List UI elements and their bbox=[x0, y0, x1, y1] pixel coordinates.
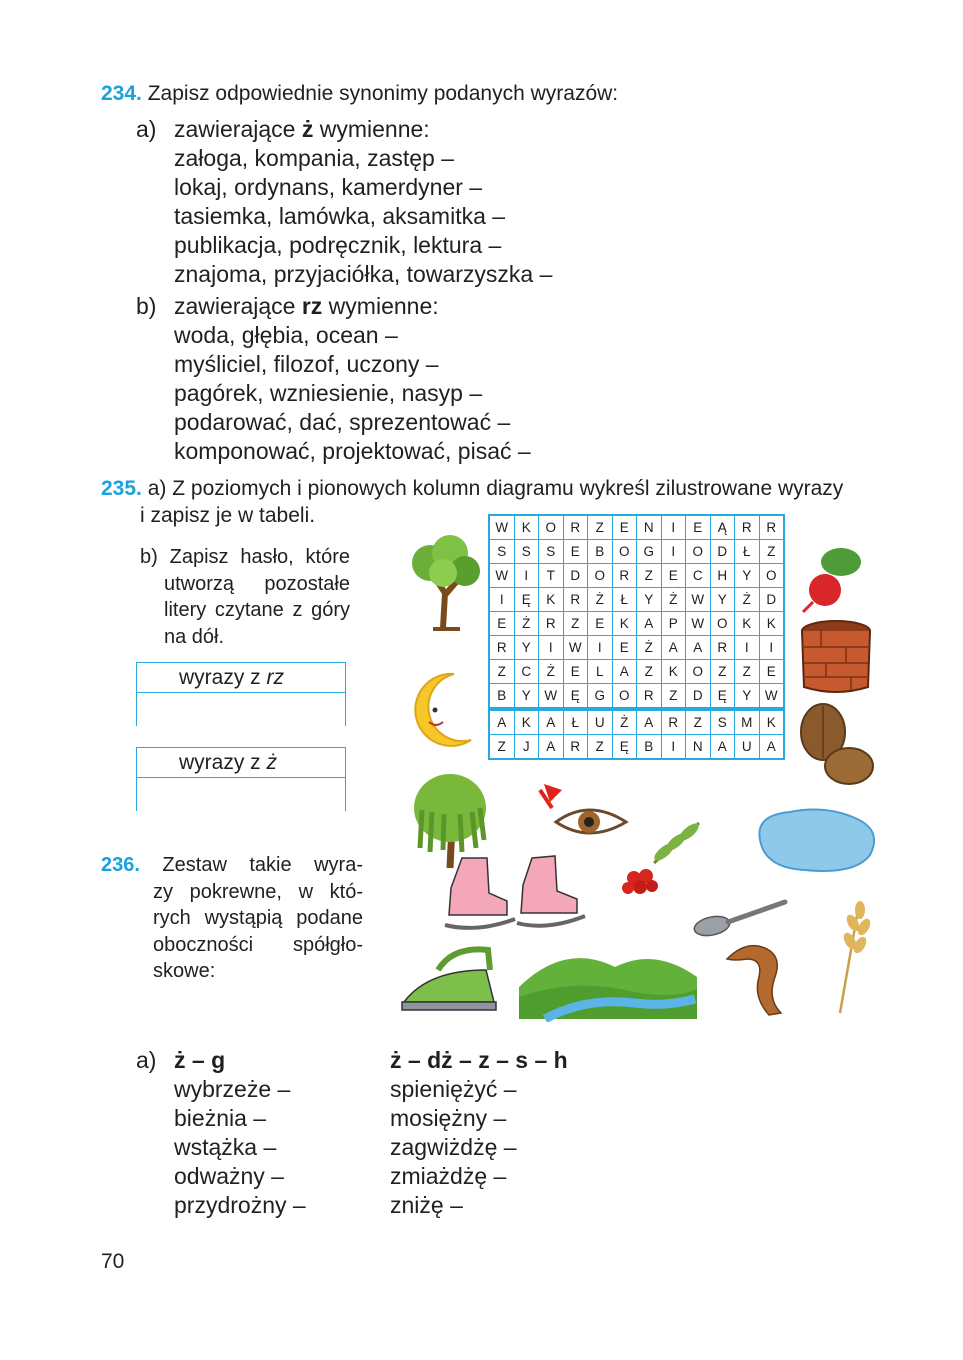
grid-cell[interactable]: A bbox=[539, 709, 564, 735]
list-item: bieżnia – bbox=[174, 1105, 267, 1131]
grid-cell[interactable]: Z bbox=[637, 660, 662, 684]
grid-cell[interactable]: N bbox=[637, 515, 662, 540]
rowan-icon bbox=[614, 818, 714, 898]
grid-cell[interactable]: A bbox=[686, 636, 711, 660]
grid-cell[interactable]: Ę bbox=[710, 684, 735, 710]
grid-cell[interactable]: O bbox=[588, 564, 613, 588]
ex234-a-block bbox=[174, 115, 552, 289]
grid-cell[interactable]: G bbox=[588, 684, 613, 710]
grid-cell[interactable]: Ż bbox=[735, 588, 760, 612]
ex234-b-marker: b) bbox=[136, 293, 157, 319]
skates-icon bbox=[437, 853, 592, 938]
grid-cell[interactable]: U bbox=[588, 709, 613, 735]
grid-cell[interactable]: A bbox=[637, 709, 662, 735]
list-item: woda, głębia, ocean – bbox=[174, 322, 398, 348]
grid-cell[interactable]: N bbox=[686, 735, 711, 760]
ex236-intro-line: rych wystąpią podane bbox=[153, 907, 363, 929]
list-item: komponować, projektować, pisać – bbox=[174, 438, 531, 464]
grid-cell[interactable]: Z bbox=[710, 660, 735, 684]
grid-cell[interactable]: E bbox=[563, 540, 588, 564]
grid-cell[interactable]: Ż bbox=[637, 636, 662, 660]
grid-cell[interactable]: W bbox=[686, 588, 711, 612]
ex235-b-line: litery czytane z góry bbox=[164, 599, 350, 621]
ex234-b-intro: zawierające rz wymienne: bbox=[174, 293, 439, 319]
grid-row bbox=[489, 588, 784, 612]
ex236-col1-header: ż – g bbox=[174, 1047, 226, 1073]
grid-row bbox=[489, 709, 784, 735]
grid-cell[interactable]: Ł bbox=[612, 588, 637, 612]
grid-cell[interactable]: W bbox=[489, 515, 514, 540]
grid-row bbox=[489, 612, 784, 636]
grid-cell[interactable]: Ż bbox=[612, 709, 637, 735]
grid-row bbox=[489, 564, 784, 588]
grid-cell[interactable]: K bbox=[759, 709, 784, 735]
ex236-intro-line: oboczności spółgło- bbox=[153, 933, 363, 956]
grid-cell[interactable]: E bbox=[612, 515, 637, 540]
grid-cell[interactable]: Ż bbox=[539, 660, 564, 684]
list-item: pagórek, wzniesienie, nasyp – bbox=[174, 380, 483, 406]
word-search-grid[interactable] bbox=[488, 514, 785, 760]
grid-cell[interactable]: O bbox=[710, 612, 735, 636]
grid-cell[interactable]: O bbox=[612, 684, 637, 710]
list-item: zniżę – bbox=[390, 1192, 463, 1218]
ex235-a-line2: i zapisz je w tabeli. bbox=[140, 504, 316, 527]
grid-cell[interactable]: Z bbox=[661, 684, 686, 710]
grid-cell[interactable]: A bbox=[661, 636, 686, 660]
grid-cell[interactable]: I bbox=[759, 636, 784, 660]
ex236-intro-line: zy pokrewne, w któ- bbox=[153, 880, 363, 903]
grid-cell[interactable]: S bbox=[710, 709, 735, 735]
grid-cell[interactable]: U bbox=[735, 735, 760, 760]
grid-cell[interactable]: I bbox=[735, 636, 760, 660]
grid-cell[interactable]: E bbox=[489, 612, 514, 636]
list-item: wstążka – bbox=[174, 1134, 277, 1160]
grid-cell[interactable]: A bbox=[637, 612, 662, 636]
grid-cell[interactable]: D bbox=[563, 564, 588, 588]
ex236-a-marker: a) bbox=[136, 1047, 157, 1073]
ex236-intro-line: 236. Zestaw takie wyra- bbox=[101, 854, 363, 876]
grid-cell[interactable]: A bbox=[489, 709, 514, 735]
wheat-icon bbox=[818, 895, 878, 1015]
grid-cell[interactable]: R bbox=[539, 612, 564, 636]
grid-cell[interactable]: R bbox=[563, 588, 588, 612]
list-item: zagwiżdżę – bbox=[390, 1134, 517, 1160]
ex236-col1 bbox=[174, 1046, 306, 1220]
grid-cell[interactable]: M bbox=[735, 709, 760, 735]
answer-table-rz bbox=[136, 662, 346, 726]
grid-cell[interactable]: A bbox=[759, 735, 784, 760]
grid-cell[interactable]: I bbox=[539, 636, 564, 660]
answer-table-rz-header: wyrazy z rz bbox=[136, 662, 346, 693]
grid-cell[interactable]: R bbox=[637, 684, 662, 710]
radish-icon bbox=[795, 540, 870, 615]
leather-icon bbox=[717, 937, 797, 1017]
grid-cell[interactable]: H bbox=[710, 564, 735, 588]
grid-row bbox=[489, 515, 784, 540]
answer-table-z bbox=[136, 747, 346, 811]
list-item: myśliciel, filozof, uczony – bbox=[174, 351, 439, 377]
grid-cell[interactable]: Ł bbox=[735, 540, 760, 564]
grid-cell[interactable]: J bbox=[514, 735, 539, 760]
ex235-number: 235. bbox=[101, 477, 142, 500]
grid-cell[interactable]: B bbox=[588, 540, 613, 564]
well-icon bbox=[796, 617, 876, 697]
answer-row[interactable] bbox=[136, 693, 346, 726]
pond-icon bbox=[745, 800, 885, 880]
grid-cell[interactable]: I bbox=[588, 636, 613, 660]
grid-cell[interactable]: R bbox=[612, 564, 637, 588]
page-number: 70 bbox=[101, 1250, 125, 1273]
grid-cell[interactable]: D bbox=[710, 540, 735, 564]
grid-cell[interactable]: Z bbox=[588, 515, 613, 540]
grid-cell[interactable]: E bbox=[612, 636, 637, 660]
valley-icon bbox=[515, 937, 700, 1022]
ex234-instruction: Zapisz odpowiednie synonimy podanych wyrazów: bbox=[147, 82, 619, 105]
grid-cell[interactable]: S bbox=[489, 540, 514, 564]
grid-cell[interactable]: K bbox=[539, 588, 564, 612]
ex234-a-intro: zawierające ż wymienne: bbox=[174, 116, 430, 142]
list-item: przydrożny – bbox=[174, 1192, 306, 1218]
iron-icon bbox=[398, 940, 503, 1020]
grid-cell[interactable]: Ż bbox=[588, 588, 613, 612]
ex234-a-marker: a) bbox=[136, 116, 157, 142]
ex235-b-line: b) Zapisz hasło, które bbox=[140, 546, 350, 568]
list-item: mosiężny – bbox=[390, 1105, 507, 1131]
grid-cell[interactable]: Y bbox=[710, 588, 735, 612]
ex235-b-line: na dół. bbox=[164, 625, 225, 648]
ex235-b-line: utworzą pozostałe bbox=[164, 572, 350, 595]
grid-cell[interactable]: Z bbox=[489, 735, 514, 760]
grid-cell[interactable]: D bbox=[759, 588, 784, 612]
grid-cell[interactable]: O bbox=[686, 540, 711, 564]
grid-cell[interactable]: R bbox=[735, 515, 760, 540]
grid-cell[interactable]: B bbox=[489, 684, 514, 710]
grid-cell[interactable]: G bbox=[637, 540, 662, 564]
grid-cell[interactable]: A bbox=[612, 660, 637, 684]
grid-row bbox=[489, 660, 784, 684]
grid-cell[interactable]: K bbox=[514, 709, 539, 735]
list-item: zmiażdżę – bbox=[390, 1163, 507, 1189]
tree-icon bbox=[405, 533, 485, 633]
grid-cell[interactable]: Ę bbox=[514, 588, 539, 612]
grid-cell[interactable]: Y bbox=[637, 588, 662, 612]
ex236-col2 bbox=[390, 1046, 568, 1220]
list-item: lokaj, ordynans, kamerdyner – bbox=[174, 174, 483, 200]
grid-cell[interactable]: W bbox=[563, 636, 588, 660]
grid-cell[interactable]: S bbox=[514, 540, 539, 564]
grid-cell[interactable]: A bbox=[539, 735, 564, 760]
grid-cell[interactable]: K bbox=[759, 612, 784, 636]
grid-cell[interactable]: C bbox=[514, 660, 539, 684]
grid-cell[interactable]: Ż bbox=[514, 612, 539, 636]
list-item: znajoma, przyjaciółka, towarzyszka – bbox=[174, 261, 553, 287]
grid-cell[interactable]: Ł bbox=[563, 709, 588, 735]
list-item: tasiemka, lamówka, aksamitka – bbox=[174, 203, 506, 229]
grid-cell[interactable]: D bbox=[686, 684, 711, 710]
list-item: odważny – bbox=[174, 1163, 284, 1189]
list-item: publikacja, podręcznik, lektura – bbox=[174, 232, 502, 258]
answer-row[interactable] bbox=[136, 778, 346, 811]
grid-cell[interactable]: S bbox=[539, 540, 564, 564]
ex235-a-line1: a) Z poziomych i pionowych kolumn diagramu wykreśl zilustrowane wyrazy bbox=[147, 477, 844, 500]
ex234-heading bbox=[101, 82, 618, 106]
grid-cell[interactable]: E bbox=[686, 515, 711, 540]
grid-row bbox=[489, 636, 784, 660]
grid-row bbox=[489, 735, 784, 760]
grid-cell[interactable]: W bbox=[759, 684, 784, 710]
ex234-b-block bbox=[174, 292, 531, 466]
list-item: załoga, kompania, zastęp – bbox=[174, 145, 455, 171]
grid-cell[interactable]: R bbox=[563, 515, 588, 540]
moon-icon bbox=[409, 670, 479, 750]
grid-cell[interactable]: C bbox=[686, 564, 711, 588]
grid-cell[interactable]: Y bbox=[735, 684, 760, 710]
grid-cell[interactable]: Z bbox=[759, 540, 784, 564]
grid-cell[interactable]: R bbox=[759, 515, 784, 540]
grid-cell[interactable]: W bbox=[489, 564, 514, 588]
grid-cell[interactable]: I bbox=[489, 588, 514, 612]
grid-cell[interactable]: Ż bbox=[661, 588, 686, 612]
ex234-number: 234. bbox=[101, 82, 142, 105]
grid-cell[interactable]: Z bbox=[686, 709, 711, 735]
ex236-col2-header: ż – dż – z – s – h bbox=[390, 1047, 568, 1073]
grid-cell[interactable]: O bbox=[759, 564, 784, 588]
grid-cell[interactable]: T bbox=[539, 564, 564, 588]
grid-cell[interactable]: E bbox=[661, 564, 686, 588]
grid-cell[interactable]: K bbox=[514, 515, 539, 540]
grid-cell[interactable]: Z bbox=[735, 660, 760, 684]
walnuts-icon bbox=[793, 700, 878, 790]
grid-cell[interactable]: A bbox=[710, 735, 735, 760]
grid-cell[interactable]: Ę bbox=[563, 684, 588, 710]
grid-cell[interactable]: R bbox=[710, 636, 735, 660]
grid-cell[interactable]: K bbox=[735, 612, 760, 636]
ex236-intro-line: skowe: bbox=[153, 960, 216, 982]
grid-cell[interactable]: B bbox=[637, 735, 662, 760]
ex236-intro-block bbox=[101, 852, 363, 985]
grid-cell[interactable]: O bbox=[686, 660, 711, 684]
grid-cell[interactable]: Z bbox=[489, 660, 514, 684]
grid-cell[interactable]: L bbox=[588, 660, 613, 684]
grid-cell[interactable]: R bbox=[489, 636, 514, 660]
grid-cell[interactable]: Ę bbox=[612, 735, 637, 760]
grid-cell[interactable]: Y bbox=[514, 636, 539, 660]
ex235-b-block bbox=[140, 544, 350, 650]
list-item: podarować, dać, sprezentować – bbox=[174, 409, 511, 435]
grid-cell[interactable]: R bbox=[661, 709, 686, 735]
grid-cell[interactable]: R bbox=[563, 735, 588, 760]
list-item: wybrzeże – bbox=[174, 1076, 291, 1102]
spoon-icon bbox=[690, 890, 790, 940]
grid-cell[interactable]: I bbox=[661, 515, 686, 540]
grid-cell[interactable]: O bbox=[539, 515, 564, 540]
grid-cell[interactable]: I bbox=[514, 564, 539, 588]
grid-cell[interactable]: Y bbox=[735, 564, 760, 588]
grid-cell[interactable]: Z bbox=[637, 564, 662, 588]
grid-cell[interactable]: K bbox=[661, 660, 686, 684]
list-item: spieniężyć – bbox=[390, 1076, 517, 1102]
grid-cell[interactable]: I bbox=[661, 735, 686, 760]
grid-row bbox=[489, 540, 784, 564]
grid-cell[interactable]: W bbox=[686, 612, 711, 636]
grid-cell[interactable]: Z bbox=[563, 612, 588, 636]
grid-cell[interactable]: W bbox=[539, 684, 564, 710]
grid-cell[interactable]: Y bbox=[514, 684, 539, 710]
grid-row bbox=[489, 684, 784, 710]
grid-cell[interactable]: Ą bbox=[710, 515, 735, 540]
grid-cell[interactable]: Z bbox=[588, 735, 613, 760]
grid-cell[interactable]: O bbox=[612, 540, 637, 564]
grid-cell[interactable]: E bbox=[588, 612, 613, 636]
grid-cell[interactable]: I bbox=[661, 540, 686, 564]
grid-cell[interactable]: K bbox=[612, 612, 637, 636]
grid-cell[interactable]: P bbox=[661, 612, 686, 636]
ex235-heading bbox=[101, 477, 843, 501]
grid-cell[interactable]: E bbox=[563, 660, 588, 684]
answer-table-z-header: wyrazy z ż bbox=[136, 747, 346, 778]
grid-cell[interactable]: E bbox=[759, 660, 784, 684]
